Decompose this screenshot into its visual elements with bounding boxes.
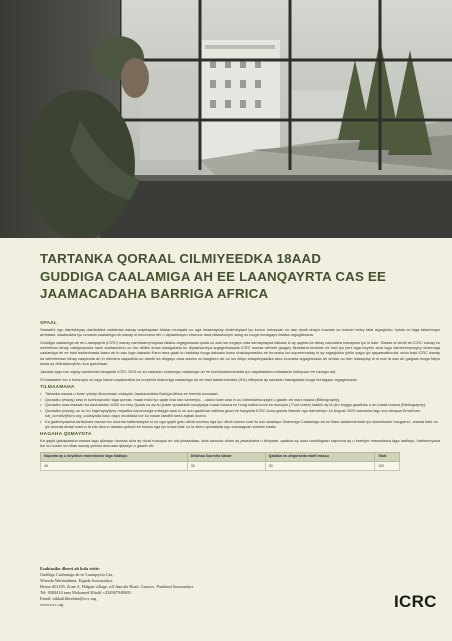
- table-row: [41, 462, 400, 471]
- list-item: • Qoraalku waa inaasan ka badnaadan 4000 oo erey (iyada oo ay ku jiraan qoraalada muujiyaya maad maaca ee hoog walka hoos ka muuqdo ( Foot notes) laakiin ay ku jiro bogga gaadhka u ah maad maaca (Bibliography).: [40, 402, 440, 407]
- scoring-table: [40, 452, 400, 471]
- purpose-paragraph: Si tusaalahe loo u bulanqeo oo laga hadal caqabadaha ka horyimid shareciga caalamiga ah ee bani'aadamnimada (IHL) sifeyada ay saxdaan hawlgalada looga hortagayo argagixisada.: [40, 376, 358, 382]
- prison-window-illustration: [0, 0, 452, 238]
- table-cell: 30: [265, 462, 374, 471]
- intro-paragraph: Samadhi ugu dambeeyay dawladaha caalamka waxay wajahayaan khatar muuqata oo uga imaanaysay shakhsiyaad iyo kooxo hubaysan oo aan dowli ahayn kuwaas oo macan beley falal argagixiso. Iyada oo laga fakarimayo arrintaas, dawladaha iyo ururada caalamiga ah waxay si kororsimo leh u diyaarinayen shuruuc ama tallaabooyin adag oo looga hortagayo falalka argagixisada.: [40, 327, 440, 338]
- icrc-position-paragraph: Guddiga caalamiga ah ee Laanqayrta (ICRC) waxay cambaareynaysaa falalka argagixisada iyada oo aan loo eegayn cida samaynaysa falkaas si ay qaybta ka tahay caloolaha hubaysan iyo in kale. Sidaas si lamid ah ICRC waxay ku weheshan tahay nabigooyinka hami sadtamnimo oo loo dhiibo kuwa hawlgalada ku diyaarsaneya argagixisasada ICRC waxaa weheel gaagey fikradaha khaldan ee had iyo jeer laga heyeto ama laga sameeneynayey shareciga caalamiga ah ee bani'aadanimada laaso ah in aan loga dabaalo Kann ama gaab ku badalay looga dabaalo kuwo shaidayneadka ee furcsaha loo soperomaday in ay argagixiiso yihiin iyaga iyo qayaawaltooda. adoo baki ICRC waxay ka weheleshan tahay caayirada ah in meesha caqaafida uu dambi ka dhigayo ama waxba oo taageero ah oo loo fidiyo shaqshiyaadka ama kooxaha argagixisada ah amtao oo harr istaaqday in si mar la aan ah gargaar looga fidiyo kuwa ay dhibaatooyinku soo gaadhaan.: [40, 340, 440, 366]
- section-heading-spaal: SPAAL: [40, 321, 57, 326]
- table-header-cell: Saponta ay u keydiisin mareekance laga hadlayo: [41, 452, 188, 461]
- contact-line: Guddiga Caalamiga ah ee Laanqayrta Cas,: [40, 572, 114, 577]
- cover-photo: [0, 0, 452, 238]
- document-body: [40, 318, 440, 471]
- table-header-cell: Total: [375, 452, 400, 461]
- guidelines-list: [40, 391, 440, 429]
- table-cell: 100: [375, 462, 400, 471]
- contact-line: House #01185, Zone A, Halgan village, off Jimcale Road, Garowe, Puntland Soomaaliya: [40, 584, 193, 589]
- title-line: GUDDIGA CAALAMIGA AH EE LAANQAYRTA CAS EE: [40, 268, 387, 284]
- contact-block: [40, 566, 300, 608]
- table-cell: 40: [41, 462, 188, 471]
- table-header-row: [41, 452, 400, 461]
- table-header-cell: Dhikhsa Xuursha sibsar: [187, 452, 265, 461]
- list-item: • Qoraalka (essay) oo uu ku Ingeraysyiiyey mayafka soponoolga ardayga waa in uu soo gaadhaa xafiiska guud ee haayada ICRC kuna gaarla Nairobi ugu dambeeyo 14 August 2020 waxaana lagu soo dirayaa Email kan: nai_comdiv@icrc.org ,codsiyada kaso dayo muddada kor ku xusan laadkh lama aqbali doono.: [40, 408, 440, 418]
- quote-paragraph: Jawaab laga soo xigtay warbixinta hawgada ICRC 2019 oo ku saabsan shareciga caalamiga ah ee bani'aadamnimada iyo caqabadaha colaadaha hubaysan ee casriga ah).: [40, 368, 337, 374]
- evaluation-intro: Ka qaybi gabayaasha waxaa lagu qiimayn doonaa sida ay dood macquul ah ula yimaadaan, sida awooda dhaw ay jawaabaha u bixiyaan, qaabka ay uoso bandhigaan sapooria ay u keenijer maraadaica laga hadlayo, habkeenyada kor ku xusan oo dhan waxay yeelan doonaan qiimayn u gaadh ah:: [40, 437, 440, 448]
- title-line: TARTANKA QORAAL CILMIYEEDKA 18AAD: [40, 251, 322, 266]
- contact-email-link[interactable]: Email: mkhalifibrahim@icrc.org: [40, 596, 97, 601]
- title-line: JAAMACADAHA BARRIGA AFRICA: [40, 286, 269, 301]
- table-cell: 30: [187, 462, 265, 471]
- contact-phone: Tel: 0584410 ama Mohamed Khalif +254907948803: [40, 590, 131, 595]
- section-heading-hagaha: HAGAHA QIIMAYNTA: [40, 431, 92, 437]
- contact-line: Waaxda Warbaahinta, Ergada Soomaaliya,: [40, 578, 114, 583]
- section-heading-tilmaamaha: TILMAAMAHA: [40, 384, 75, 390]
- list-item: • Tartanka waxaa u furan yahay dhammaan ardayda Jaamacadaha Barriga Africa ee heerka koowaad.: [40, 391, 440, 396]
- page-title: [0, 250, 452, 303]
- icrc-logo: ICRC: [394, 592, 437, 611]
- list-item: • Ka gaaleeyaasha tartankani waxaa loo doonaa kaftedwayad si uu uga qaybi galo olimb koowso iiga iyo olimb kowso cuai iiu soo saabayo Shareciga Caalamiga ah ee Bani-aadamnimada iyo idaadmanin hacgrand...waxaa kale oo iyo dooraa abaal marino la siin doono labada qofood ee koowo iiga iyo kuwa kale oo la siinro qoraalada ugu wanaagsan waxtan kasta.: [40, 419, 440, 429]
- list-item: • Qoraalku (essay) waa in kumbayoutor laga qorraa, maad maxi iyo qaab iraa iran sameeyo, , uadoo kale waa in uu baheadaha qaybi u gaadh ah mad maaca (Bibliography).: [40, 397, 440, 402]
- contact-heading: Ezahtasiku dheeri ah kula xiriir:: [40, 566, 101, 571]
- website-link[interactable]: www.icrc.org: [40, 602, 64, 607]
- table-header-cell: Qaabka xa ulegorkeda marfi mascu: [265, 452, 374, 461]
